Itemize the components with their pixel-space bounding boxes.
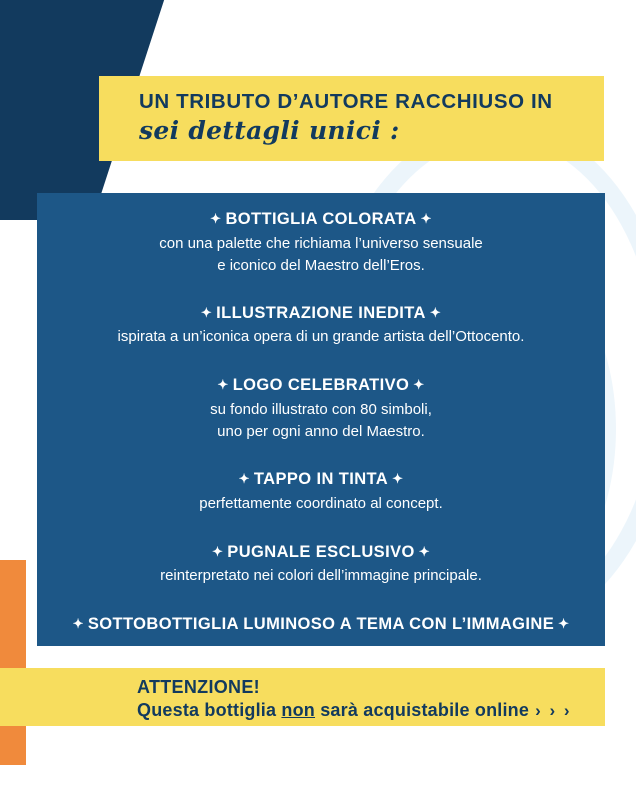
sparkle-icon: ✦ bbox=[72, 616, 84, 632]
feature-description-line2: uno per ogni anno del Maestro. bbox=[217, 423, 425, 440]
feature-title bbox=[55, 467, 587, 492]
feature-title-text: BOTTIGLIA COLORATA bbox=[225, 210, 417, 228]
feature-title bbox=[55, 540, 587, 565]
footer-warning-title: ATTENZIONE! bbox=[137, 677, 260, 697]
feature-title-text: LOGO CELEBRATIVO bbox=[232, 376, 410, 395]
header-title-line1: UN TRIBUTO D’AUTORE RACCHIUSO IN bbox=[139, 90, 553, 113]
sparkle-icon: ✦ bbox=[210, 211, 222, 226]
feature-item bbox=[55, 373, 587, 442]
sparkle-icon: ✦ bbox=[238, 470, 250, 486]
footer-text-part2: sarà acquistabile online bbox=[315, 700, 530, 720]
feature-description-line1: con una palette che richiama l’universo sensuale bbox=[159, 234, 483, 252]
feature-item bbox=[55, 207, 587, 276]
spacer bbox=[55, 454, 587, 467]
spacer bbox=[55, 526, 587, 540]
feature-item bbox=[55, 540, 587, 587]
yellow-accent-bar bbox=[0, 668, 40, 726]
sparkle-icon: ✦ bbox=[429, 304, 442, 320]
feature-title-text: PUGNALE ESCLUSIVO bbox=[227, 542, 415, 561]
feature-description-line1: reinterpretato nei colori dell’immagine principale. bbox=[160, 567, 482, 585]
feature-description-line1: su fondo illustrato con 80 simboli, bbox=[210, 401, 432, 419]
header-banner bbox=[99, 76, 604, 161]
sparkle-icon: ✦ bbox=[420, 211, 432, 226]
feature-item bbox=[55, 612, 587, 637]
spacer bbox=[55, 359, 587, 373]
sparkle-icon: ✦ bbox=[392, 470, 404, 486]
feature-description-line1: perfettamente coordinato al concept. bbox=[199, 494, 443, 512]
sparkle-icon: ✦ bbox=[413, 377, 425, 393]
sparkle-icon: ✦ bbox=[217, 377, 229, 393]
feature-item bbox=[55, 301, 587, 348]
feature-description-line1: ispirata a un’iconica opera di un grande artista dell’Ottocento. bbox=[117, 328, 525, 346]
footer-text-part1: Questa bottiglia bbox=[137, 700, 282, 720]
feature-title-text: SOTTOBOTTIGLIA LUMINOSO A TEMA CON L’IMMAGINE bbox=[87, 615, 555, 634]
feature-title bbox=[55, 612, 587, 637]
sparkle-icon: ✦ bbox=[200, 304, 213, 320]
feature-item bbox=[55, 467, 587, 514]
sparkle-icon: ✦ bbox=[558, 616, 570, 632]
spacer bbox=[55, 288, 587, 301]
footer-banner bbox=[37, 668, 605, 726]
feature-title bbox=[55, 207, 587, 232]
footer-text-emphasis: non bbox=[281, 700, 316, 720]
footer-warning-text bbox=[137, 700, 605, 721]
features-panel bbox=[37, 193, 605, 646]
sparkle-icon: ✦ bbox=[418, 543, 430, 559]
feature-title bbox=[55, 373, 587, 398]
feature-title-text: TAPPO IN TINTA bbox=[253, 469, 389, 488]
feature-title-text: ILLUSTRAZIONE INEDITA bbox=[216, 303, 426, 322]
orange-accent-bar bbox=[0, 560, 26, 765]
feature-title bbox=[55, 301, 587, 326]
sparkle-icon: ✦ bbox=[212, 543, 224, 559]
chevron-right-icon: › › › bbox=[535, 701, 572, 720]
feature-description-line2: e iconico del Maestro dell’Eros. bbox=[217, 256, 425, 274]
spacer bbox=[55, 598, 587, 612]
header-title-line2: sei dettagli unici : bbox=[139, 116, 400, 145]
